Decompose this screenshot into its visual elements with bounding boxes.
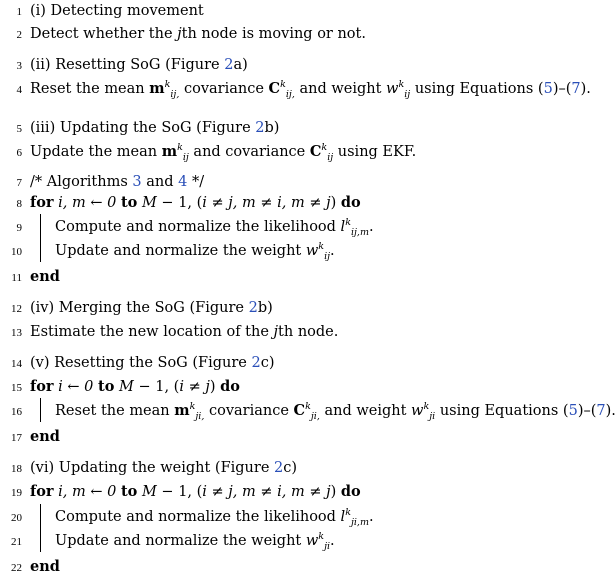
line-number: 8 [16,198,22,210]
line-text: /* Algorithms 3 and 4 */ [30,174,205,190]
line-text: for i ← 0 to M − 1, (i ≠ j) do [30,378,240,395]
line-number: 18 [11,463,22,475]
line-number: 19 [11,487,22,499]
line-text: end [30,558,60,575]
loop-body-bar [40,398,41,422]
line-number: 5 [16,123,22,135]
line-number: 7 [16,177,22,189]
line-text: end [30,428,60,445]
line-text: end [30,268,60,285]
line-number: 12 [11,303,22,315]
line-text: (ii) Resetting SoG (Figure 2a) [30,57,248,73]
line-text: (vi) Updating the weight (Figure 2c) [30,460,298,476]
line-number: 16 [11,406,22,418]
line-number: 11 [11,272,22,284]
line-text: Detect whether the jth node is moving or not. [30,26,366,42]
line-number: 17 [11,432,22,444]
line-number: 3 [16,60,22,72]
line-text: Update and normalize the weight $w^k_{ji}$. [55,531,335,552]
line-text: Update the mean $m^k_{ij}$ and covariance $C^k_{ij}$ using EKF. [30,142,417,163]
line-number: 4 [16,84,22,96]
line-number: 13 [11,327,22,339]
loop-body-bar [40,504,41,552]
line-number: 21 [11,536,22,548]
line-text: Estimate the new location of the jth node. [30,324,339,340]
line-number: 15 [11,382,22,394]
line-text: (i) Detecting movement [30,3,204,19]
line-number: 22 [11,562,22,574]
loop-body-bar [40,214,41,262]
line-text: Reset the mean $m^k_{ij,}$ covariance $C^k_{ij,}$ and weight $w^k_{ij}$ using Equations (5)–(7). [30,79,591,100]
line-number: 20 [11,512,22,524]
line-text: Reset the mean $m^k_{ji,}$ covariance $C^k_{ji,}$ and weight $w^k_{ji}$ using Equations (5)–(7). [55,401,616,422]
line-number: 10 [11,246,22,258]
line-number: 2 [16,29,22,41]
line-text: Compute and normalize the likelihood $l^k_{ji,m}$. [55,507,374,528]
line-number: 1 [16,6,22,18]
line-number: 14 [11,358,22,370]
line-text: (iv) Merging the SoG (Figure 2b) [30,300,273,316]
line-number: 9 [16,222,22,234]
line-text: Compute and normalize the likelihood $l^k_{ij,m}$. [55,217,374,238]
line-text: (v) Resetting the SoG (Figure 2c) [30,355,275,371]
line-number: 6 [16,147,22,159]
line-text: for i, m ← 0 to M − 1, (i ≠ j, m ≠ i, m ≠ j) do [30,483,361,500]
line-text: (iii) Updating the SoG (Figure 2b) [30,120,280,136]
line-text: Update and normalize the weight $w^k_{ij}$. [55,241,335,262]
line-text: for i, m ← 0 to M − 1, (i ≠ j, m ≠ i, m ≠ j) do [30,194,361,211]
